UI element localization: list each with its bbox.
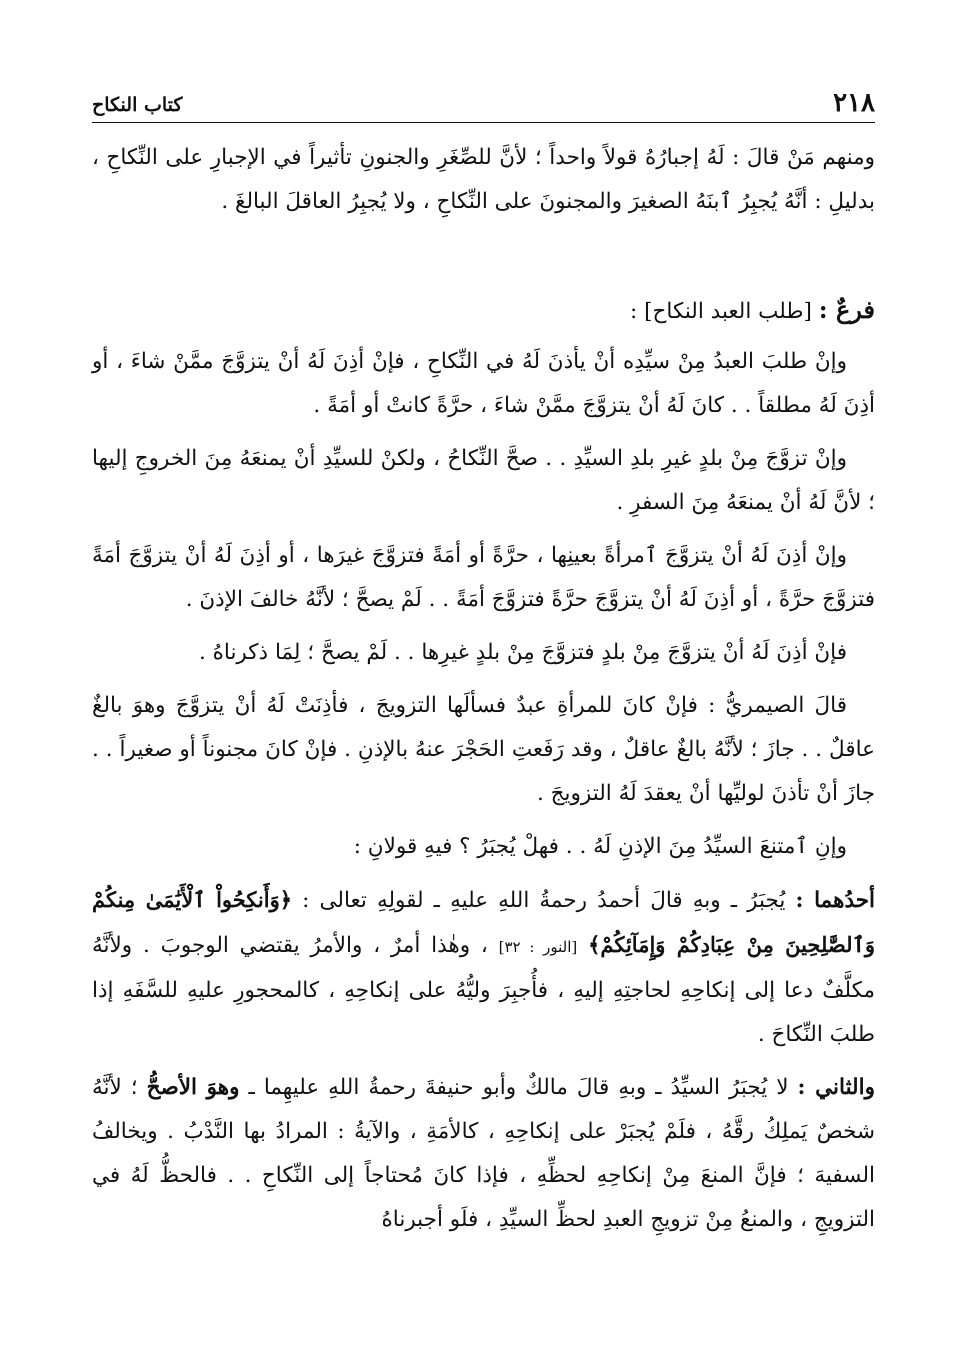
page-header <box>92 80 875 123</box>
preferred-view: وهوَ الأصحُّ <box>146 1075 240 1100</box>
verse-reference: [النور : ٣٢] <box>498 938 578 956</box>
paragraph: فإنْ أذِنَ لَهُ أنْ يتزوَّجَ مِنْ بلدٍ فتزوَّجَ مِنْ بلدٍ غيرِها . . لَمْ يصحَّ ؛ لِمَا ذكرناهُ . <box>198 640 847 665</box>
page-body <box>92 136 875 1251</box>
opinion-text: ؛ لأنَّهُ شخصٌ يَملِكُ رقَّهُ ، فلَمْ يُجبَرْ على إنكاحِهِ ، كالأمَةِ ، والآيةُ : المرادُ بها النَّدْبُ . ويخالفُ السفيهَ ؛ فإنَّ المنعَ مِنْ إنكاحِهِ لحظِّهِ ، فإذا كانَ مُحتاجاً إلى النِّكاحِ . . فالحظُّ لَهُ في التزويجِ ، والمنعُ مِنْ تزويجِ العبدِ لحظِّ السيِّدِ ، فلَو أجبرناهُ <box>92 1075 875 1232</box>
paragraph: ومنهم مَنْ قالَ : لَهُ إجبارُهُ قولاً واحداً ؛ لأنَّ للصِّغَرِ والجنونِ تأثيراً في الإجبارِ على النِّكاحِ ، بدليلِ : أنَّهُ يُجبِرُ ٱبنَهُ الصغيرَ والمجنونَ على النِّكاحِ ، ولا يُجبِرُ العاقلَ البالغَ . <box>92 145 875 214</box>
quran-verse: ﴿وَأَنكِحُواْ ٱلْأَيَٰمَىٰ مِنكُمْ وَٱلصَّٰلِحِينَ مِنْ عِبَادِكُمْ وَإِمَآئِكُمْ﴾ <box>92 887 875 957</box>
running-title: كتاب النكاح <box>92 94 183 116</box>
section-heading <box>92 288 875 334</box>
opinion-text: يُجبَرُ ـ وبهِ قالَ أحمدُ رحمةُ اللهِ عليهِ ـ لقولِهِ تعالى : <box>302 888 786 913</box>
paragraph: قالَ الصيمريُّ : فإنْ كانَ للمرأةِ عبدٌ فسألَها التزويجَ ، فأذِنَتْ لَهُ أنْ يتزوَّجَ وهوَ بالغٌ عاقلٌ . . جازَ ؛ لأنَّهُ بالغٌ عاقلٌ ، وقد رَفَعتِ الحَجْرَ عنهُ بالإذنِ . فإنْ كانَ مجنوناً أو صغيراً . . جازَ أنْ تأذنَ لوليِّها أنْ يعقدَ لَهُ التزويجَ . <box>92 693 875 806</box>
opinion-lead: والثاني : <box>797 1075 875 1100</box>
section-heading-lead: فرعٌ : <box>818 295 875 324</box>
opinion-lead: أحدُهما : <box>795 888 876 913</box>
page-number: ٢١٨ <box>833 88 875 118</box>
opinion-text: ، وهٰذا أمرٌ ، والأمرُ يقتضي الوجوبَ . ولأنَّهُ مكلَّفٌ دعا إلى إنكاحِهِ لحاجتِهِ إليهِ ، فأُجبِرَ وليُّهُ على إنكاحِهِ ، كالمحجورِ عليهِ للسَّفَهِ إذا طلبَ النِّكاحَ . <box>92 933 875 1047</box>
paragraph: وإنْ طلبَ العبدُ مِنْ سيِّدِه أنْ يأذنَ لَهُ في النِّكاحِ ، فإنْ أذِنَ لَهُ أنْ يتزوَّجَ ممَّنْ شاءَ ، أو أذِنَ لَهُ مطلقاً . . كانَ لَهُ أنْ يتزوَّجَ ممَّنْ شاءَ ، حرَّةً كانتْ أو أمَةً . <box>92 349 875 418</box>
paragraph: وإنْ تزوَّجَ مِنْ بلدٍ غيرِ بلدِ السيِّدِ . . صحَّ النِّكاحُ ، ولكنْ للسيِّدِ أنْ يمنعَهُ مِنَ الخروجِ إليها ؛ لأنَّ لَهُ أنْ يمنعَهُ مِنَ السفرِ . <box>92 446 875 515</box>
paragraph: وإنِ ٱمتنعَ السيِّدُ مِنَ الإذنِ لَهُ . . فهلْ يُجبَرُ ؟ فيهِ قولانِ : <box>353 834 847 859</box>
paragraph-second-opinion <box>92 1066 875 1242</box>
paragraph-first-opinion <box>92 878 875 1057</box>
section-heading-title: [طلب العبد النكاح] : <box>630 299 812 324</box>
paragraph: وإنْ أذِنَ لَهُ أنْ يتزوَّجَ ٱمرأةً بعينِها ، حرَّةً أو أمَةً فتزوَّجَ غيرَها ، أو أذِنَ لَهُ أنْ يتزوَّجَ أمَةً فتزوَّجَ حرَّةً ، أو أذِنَ لَهُ أنْ يتزوَّجَ حرَّةً فتزوَّجَ أمَةً . . لَمْ يصحَّ ؛ لأنَّهُ خالفَ الإذنَ . <box>92 543 875 612</box>
opinion-text: لا يُجبَرُ السيِّدُ ـ وبهِ قالَ مالكٌ وأبو حنيفةَ رحمةُ اللهِ عليهِما ـ <box>248 1075 789 1100</box>
